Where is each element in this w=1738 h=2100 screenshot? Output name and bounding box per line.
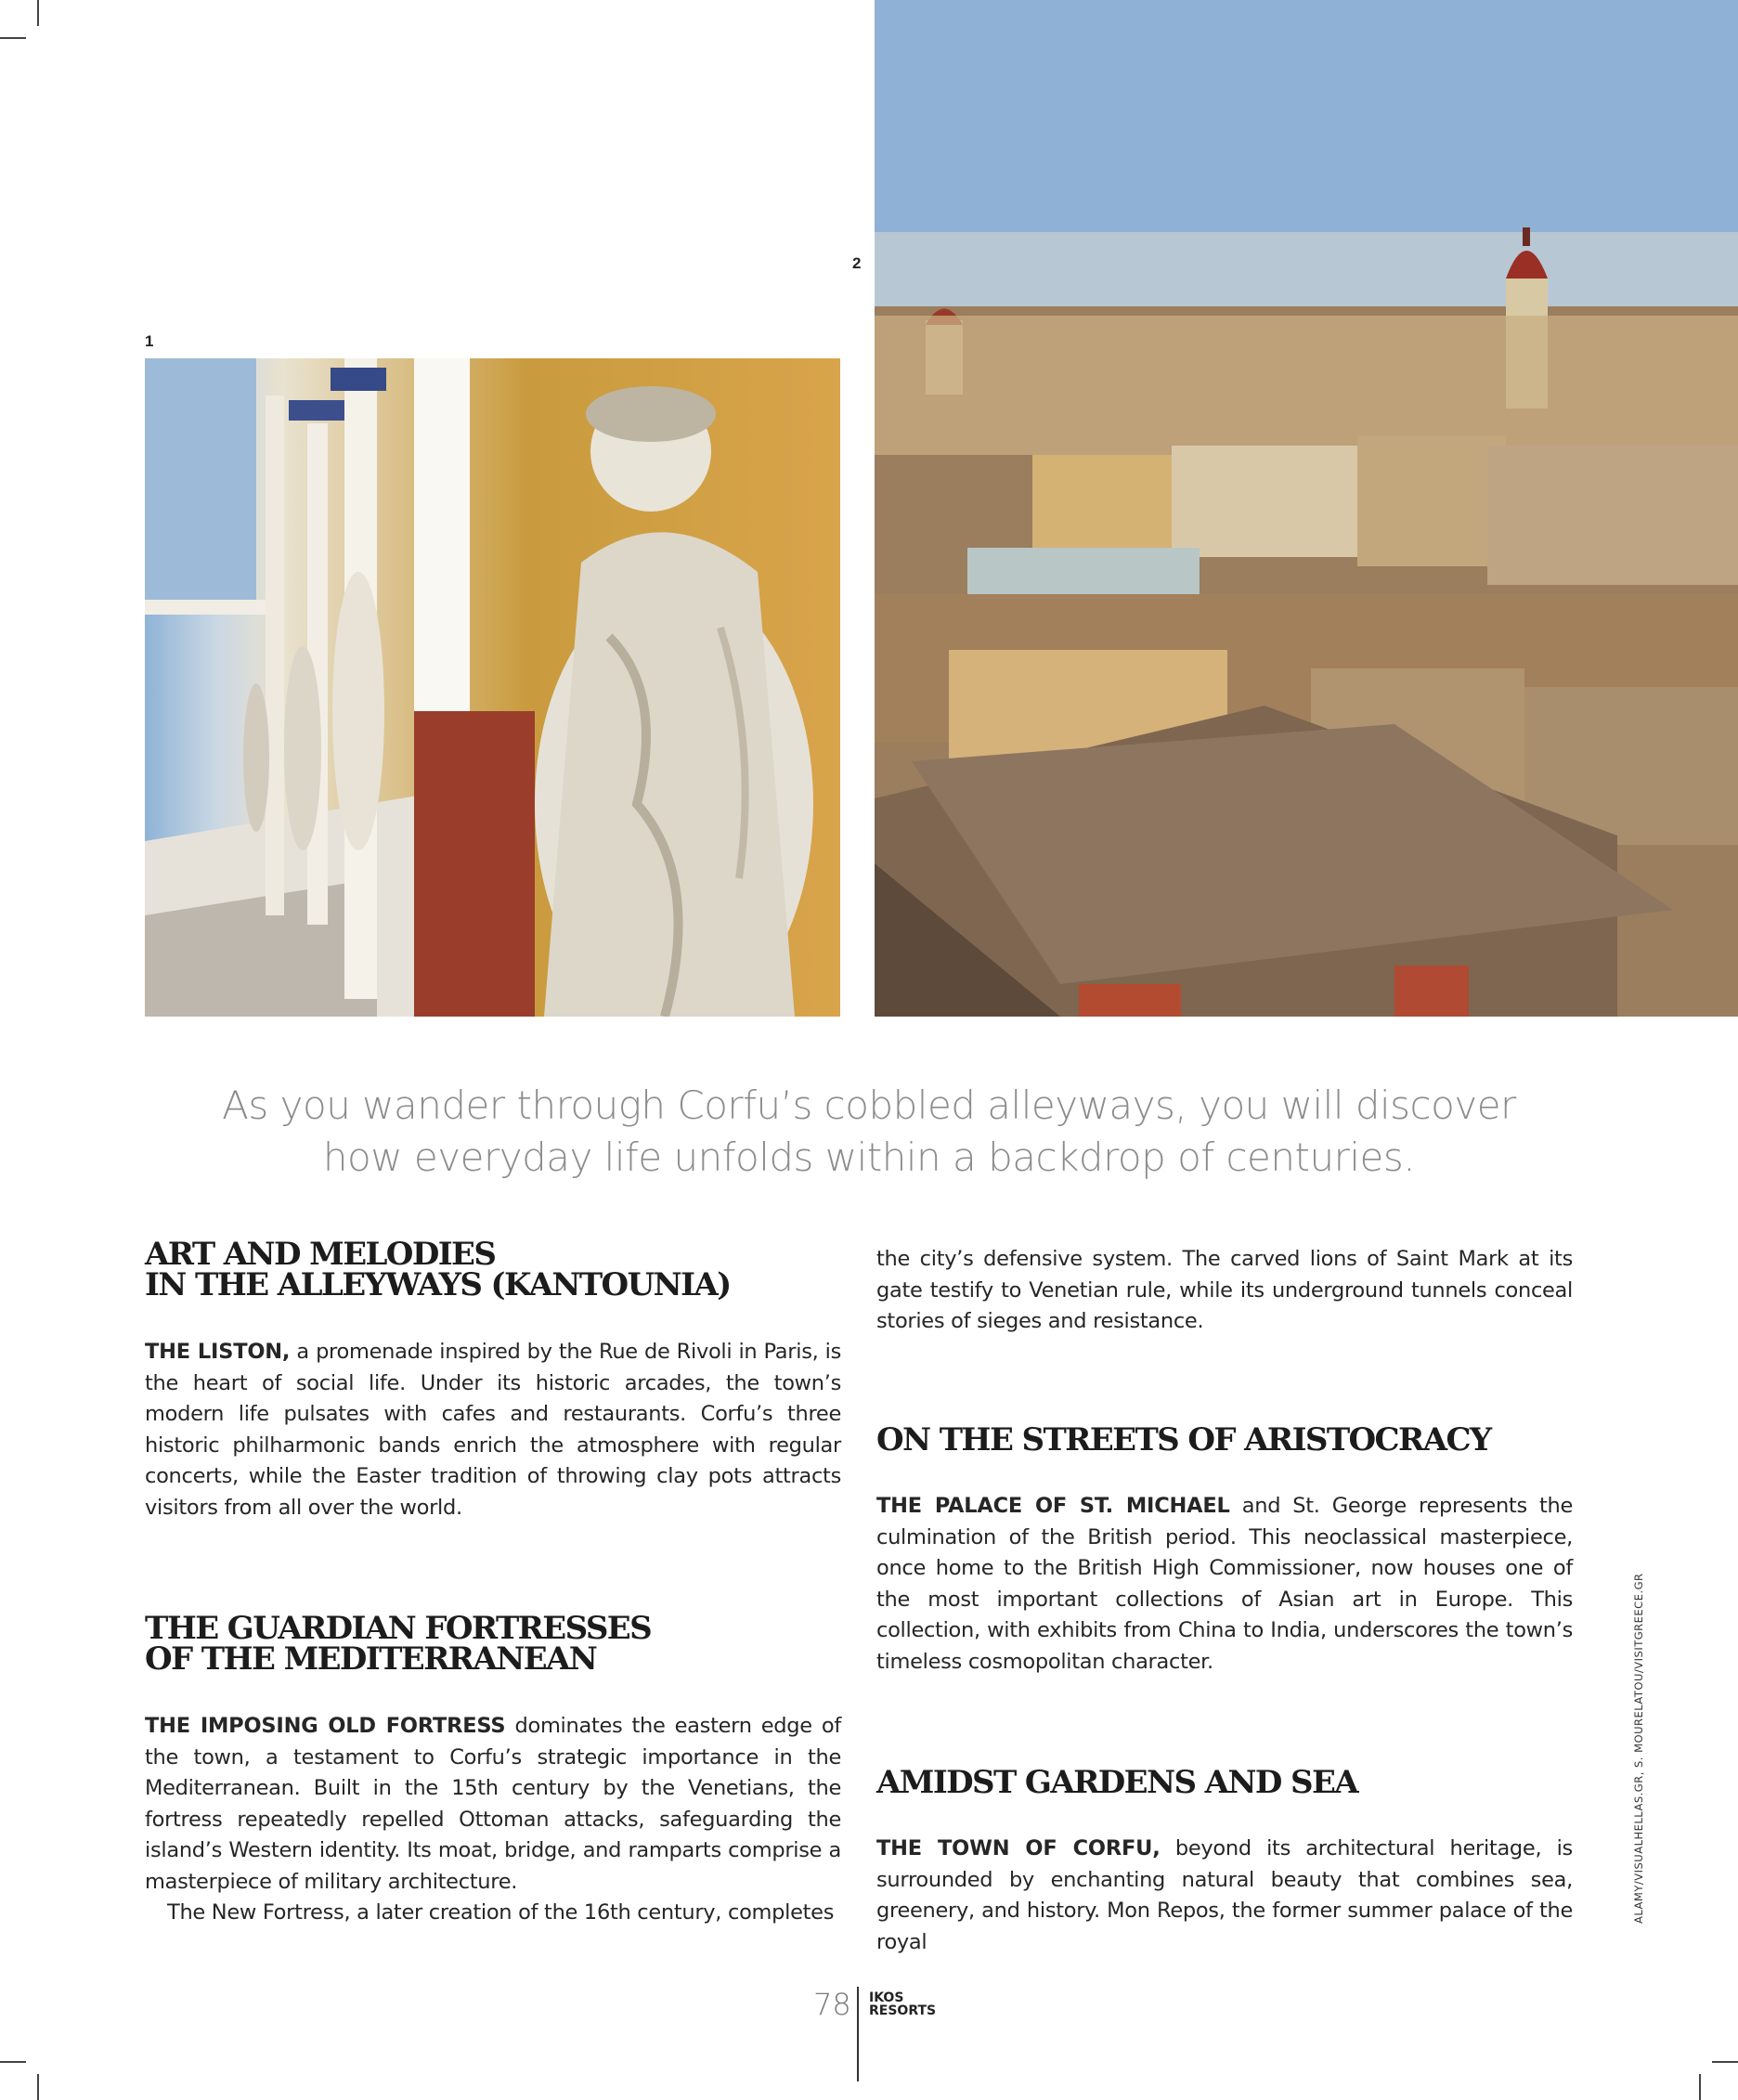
section-heading-aristocracy <box>876 1421 1582 1458</box>
crop-mark <box>37 2074 39 2100</box>
heading-line: IN THE ALLEYWAYS (KANTOUNIA) <box>145 1266 731 1303</box>
section-body-aristocracy <box>876 1491 1573 1678</box>
heading-line: AMIDST GARDENS AND SEA <box>876 1764 1358 1801</box>
paragraph-text: a promenade inspired by the Rue de Rivoli in Paris, is the heart of social life. Under its historic arcades, the town’s modern life pulsates with cafes and restaurants. Corfu’s three historic philharmonic bands enrich the atmosphere with regular concerts, while the Easter tradition of throwing clay pots attracts visitors from all over the world. <box>145 1340 841 1520</box>
pull-quote-line: how everyday life unfolds within a backdrop of centuries. <box>322 1134 1416 1180</box>
pull-quote <box>145 1080 1593 1184</box>
crop-mark <box>1712 2061 1738 2063</box>
lead-in: THE TOWN OF CORFU, <box>876 1836 1161 1860</box>
photo-credit-text: ALAMY/VISUALHELLAS.GR, S. MOURELATOU/VISITGREECE.GR <box>1632 1573 1645 1924</box>
brand-line: RESORTS <box>869 2003 937 2018</box>
crop-mark <box>0 37 26 39</box>
crop-mark <box>0 2061 26 2063</box>
crop-mark <box>37 0 39 26</box>
paragraph-text: and St. George represents the culmination of the British period. This neoclassical masterpiece, once home to the British High Commissioner, now houses one of the most important collections of Asian art in Europe. This collection, with exhibits from China to India, underscores the town’s timeless cosmopolitan character. <box>876 1494 1573 1674</box>
section-heading-art <box>145 1236 850 1303</box>
paragraph-text: dominates the eastern edge of the town, a testament to Corfu’s strategic importance in the Mediterranean. Built in the 15th century by the Venetians, the fortress repeatedly repelled Ottoman attacks, safeguarding the island’s Western identity. Its moat, bridge, and ramparts comprise a masterpiece of military architecture. <box>145 1714 841 1894</box>
lead-in: THE PALACE OF ST. MICHAEL <box>876 1494 1230 1518</box>
paragraph-text: beyond its architectural heritage, is surrounded by enchanting natural beauty that combines sea, greenery, and history. Mon Repos, the former summer palace of the royal <box>876 1836 1573 1954</box>
figure-number: 2 <box>852 254 862 272</box>
heading-line: OF THE MEDITERRANEAN <box>145 1640 597 1678</box>
section-heading-fortresses <box>145 1610 850 1678</box>
section-body-fortresses <box>145 1711 841 1929</box>
heading-line: THE GUARDIAN FORTRESSES <box>145 1610 652 1647</box>
paragraph-text: The New Fortress, a later creation of the 16th century, completes <box>167 1900 835 1925</box>
brand-line: IKOS <box>869 1990 904 2005</box>
section-continuation-fortresses <box>876 1244 1573 1338</box>
heading-line: ART AND MELODIES <box>145 1236 496 1273</box>
footer-divider <box>857 1987 859 2081</box>
figure-number: 1 <box>145 332 154 350</box>
lead-in: THE LISTON, <box>145 1340 291 1364</box>
paragraph-text: the city’s defensive system. The carved lions of Saint Mark at its gate testify to Venetian rule, while its underground tunnels conceal stories of sieges and resistance. <box>876 1247 1573 1333</box>
corfu-old-town-photo <box>875 0 1738 1017</box>
statue-colonnade-photo <box>145 358 840 1017</box>
section-heading-gardens <box>876 1764 1582 1801</box>
section-body-gardens <box>876 1834 1573 1958</box>
heading-line: ON THE STREETS OF ARISTOCRACY <box>876 1421 1491 1458</box>
lead-in: THE IMPOSING OLD FORTRESS <box>145 1714 506 1738</box>
page-number: 78 <box>813 1987 851 2022</box>
section-body-art <box>145 1337 841 1523</box>
pull-quote-line: As you wander through Corfu’s cobbled alleyways, you will discover <box>222 1082 1516 1128</box>
brand-logo <box>869 1991 936 2017</box>
crop-mark <box>1699 2074 1701 2100</box>
